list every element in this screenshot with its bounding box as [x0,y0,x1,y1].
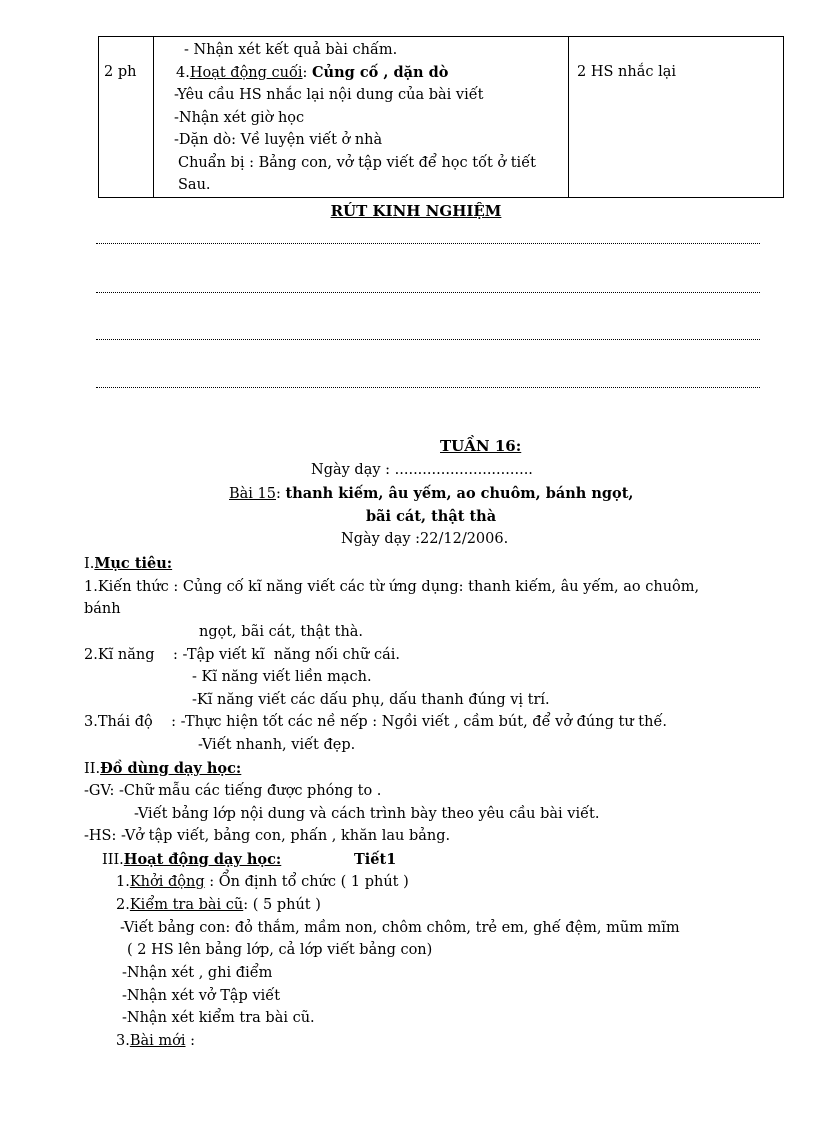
warmup-prefix: 1. [116,874,130,890]
teacher-line-3: -Nhận xét giờ học [174,109,305,126]
skill-line-2: - Kĩ năng viết liền mạch. [192,669,372,685]
section-2-heading [84,760,241,777]
activity-heading [174,62,568,85]
lesson-label: Bài 15 [229,486,276,502]
lesson-sep: : [276,486,286,502]
section-1-title: Mục tiêu: [94,555,173,572]
activity-prefix: 4. [176,64,190,81]
old-lesson-label: Kiểm tra bài cũ [129,897,244,913]
section-2-prefix: II. [84,761,101,777]
old-lesson-line-1: -Viết bảng con: đỏ thắm, mầm non, chôm chôm, trẻ em, ghế đệm, mũm mĩm [120,920,680,936]
warmup-label: Khởi động [129,874,205,890]
old-lesson-check-heading [116,897,321,913]
section-2-title: Đồ dùng dạy học: [100,760,242,777]
section-3-title: Hoạt động dạy học: [123,851,282,868]
teacher-materials-2: -Viết bảng lớp nội dung và cách trình bày theo yêu cầu bài viết. [134,806,600,822]
activity-sep: : [302,64,313,81]
old-lesson-line-5: -Nhận xét kiểm tra bài cũ. [122,1010,315,1026]
teacher-line-4: -Dặn dò: Về luyện viết ở nhà [174,132,383,148]
new-lesson-prefix: 3. [116,1033,130,1049]
teacher-line-1: - Nhận xét kết quả bài chấm. [184,42,398,58]
new-lesson-heading [116,1033,195,1049]
knowledge-line-3: ngọt, bãi cát, thật thà. [199,624,364,640]
activity-label: Hoạt động cuối [189,64,303,81]
period-label: Tiết1 [354,851,397,868]
week-title: TUẦN 16: [440,437,522,455]
teacher-materials-1: -GV: -Chữ mẫu các tiếng được phóng to . [84,783,382,799]
lesson-title-line-1 [229,485,633,502]
knowledge-line-2: bánh [84,601,121,617]
new-lesson-label: Bài mới [129,1033,186,1049]
teach-date-blank: Ngày dạy : .............................. [311,462,533,478]
dotted-line-3 [96,339,760,340]
old-lesson-rest: : ( 5 phút ) [243,897,321,913]
rut-kinh-nghiem-title: RÚT KINH NGHIỆM [330,202,502,220]
new-lesson-rest: : [185,1033,196,1049]
student-text: 2 HS nhắc lại [577,64,676,80]
time-text: 2 ph [104,64,137,80]
warmup-line [116,874,409,890]
teach-date: Ngày dạy :22/12/2006. [341,531,509,547]
attitude-line-2: -Viết nhanh, viết đẹp. [198,737,356,753]
teacher-activity-cell [154,37,569,198]
skill-line-1: 2.Kĩ năng : -Tập viết kĩ năng nối chữ cái. [84,647,400,663]
student-activity-cell [569,37,784,198]
section-3-prefix: III. [102,852,124,868]
teacher-line-6: Sau. [178,177,211,193]
section-1-prefix: I. [84,556,95,572]
old-lesson-line-3: -Nhận xét , ghi điểm [122,965,273,981]
old-lesson-line-4: -Nhận xét vở Tập viết [122,988,281,1004]
activity-title: Củng cố , dặn dò [312,63,449,81]
section-1-heading [84,555,172,572]
warmup-rest: : Ổn định tổ chức ( 1 phút ) [204,874,409,890]
knowledge-line-1: 1.Kiến thức : Củng cố kĩ năng viết các từ ứng dụng: thanh kiếm, âu yếm, ao chuôm, [84,579,700,595]
old-lesson-line-2: ( 2 HS lên bảng lớp, cả lớp viết bảng con) [127,942,433,958]
old-lesson-prefix: 2. [116,897,130,913]
section-3-heading [102,851,281,868]
skill-line-3: -Kĩ năng viết các dấu phụ, dấu thanh đúng vị trí. [192,692,550,708]
student-materials: -HS: -Vở tập viết, bảng con, phấn , khăn lau bảng. [84,828,451,844]
dotted-line-4 [96,387,760,388]
dotted-line-2 [96,292,760,293]
lesson-activity-table [98,36,784,198]
dotted-line-1 [96,243,760,244]
teacher-line-2: -Yêu cầu HS nhắc lại nội dung của bài viết [174,87,484,103]
lesson-title-2: bãi cát, thật thà [366,508,497,525]
teacher-line-5: Chuẩn bị : Bảng con, vở tập viết để học tốt ở tiết [178,154,536,171]
time-cell [99,37,154,198]
lesson-title-1: thanh kiếm, âu yếm, ao chuôm, bánh ngọt, [285,485,634,502]
attitude-line-1: 3.Thái độ : -Thực hiện tốt các nề nếp : Ngồi viết , cầm bút, để vở đúng tư thế. [84,714,667,730]
